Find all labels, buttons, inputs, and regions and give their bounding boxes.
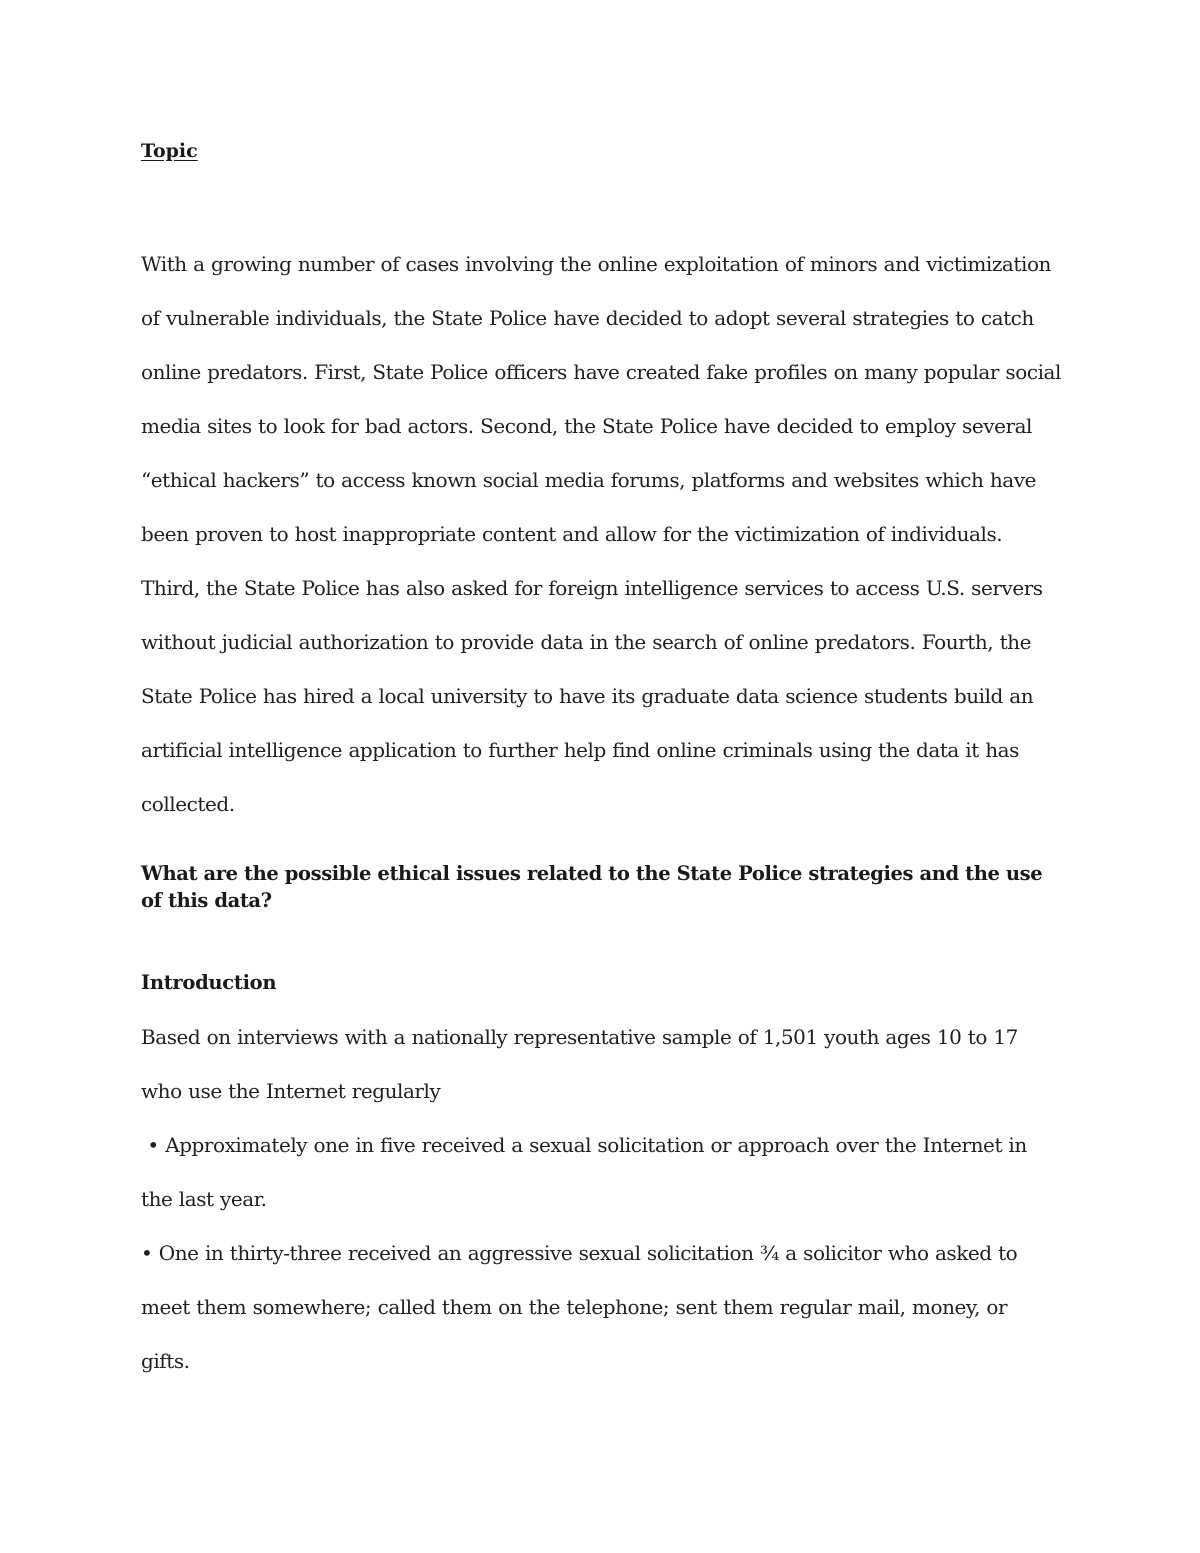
bullet-text: One in thirty-three received an aggressive sexual solicitation ¾ a solicitor who asked to meet them somewhere; called them on the telephone; sent them regular mail, money, or gifts. bbox=[141, 1241, 1018, 1373]
introduction-lead: Based on interviews with a nationally representative sample of 1,501 youth ages 10 to 17 who use the Internet regularly bbox=[141, 1025, 1018, 1103]
topic-heading: Topic bbox=[141, 140, 198, 162]
bullet-icon: • bbox=[141, 1241, 153, 1265]
topic-paragraph: With a growing number of cases involving the online exploitation of minors and victimization of vulnerable individuals, the State Police have decided to adopt several strategies to catch online predators. First, State Police officers have created fake profiles on many popular social media sites to look for bad actors. Second, the State Police have decided to employ several “ethical hackers” to access known social media forums, platforms and websites which have been proven to host inappropriate content and allow for the victimization of individuals. Third, the State Police has also asked for foreign intelligence services to access U.S. servers without judicial authorization to provide data in the search of online predators. Fourth, the State Police has hired a local university to have its graduate data science students build an artificial intelligence application to further help find online criminals using the data it has collected. bbox=[141, 252, 1061, 816]
bullet-item bbox=[141, 1118, 1061, 1226]
bullet-icon: • bbox=[147, 1133, 159, 1157]
introduction-heading: Introduction bbox=[141, 971, 277, 994]
question-heading: What are the possible ethical issues related to the State Police strategies and the use of this data? bbox=[141, 862, 1043, 912]
bullet-item bbox=[141, 1226, 1061, 1388]
bullet-text: Approximately one in five received a sexual solicitation or approach over the Internet in the last year. bbox=[141, 1133, 1027, 1211]
introduction-body bbox=[141, 1010, 1061, 1388]
